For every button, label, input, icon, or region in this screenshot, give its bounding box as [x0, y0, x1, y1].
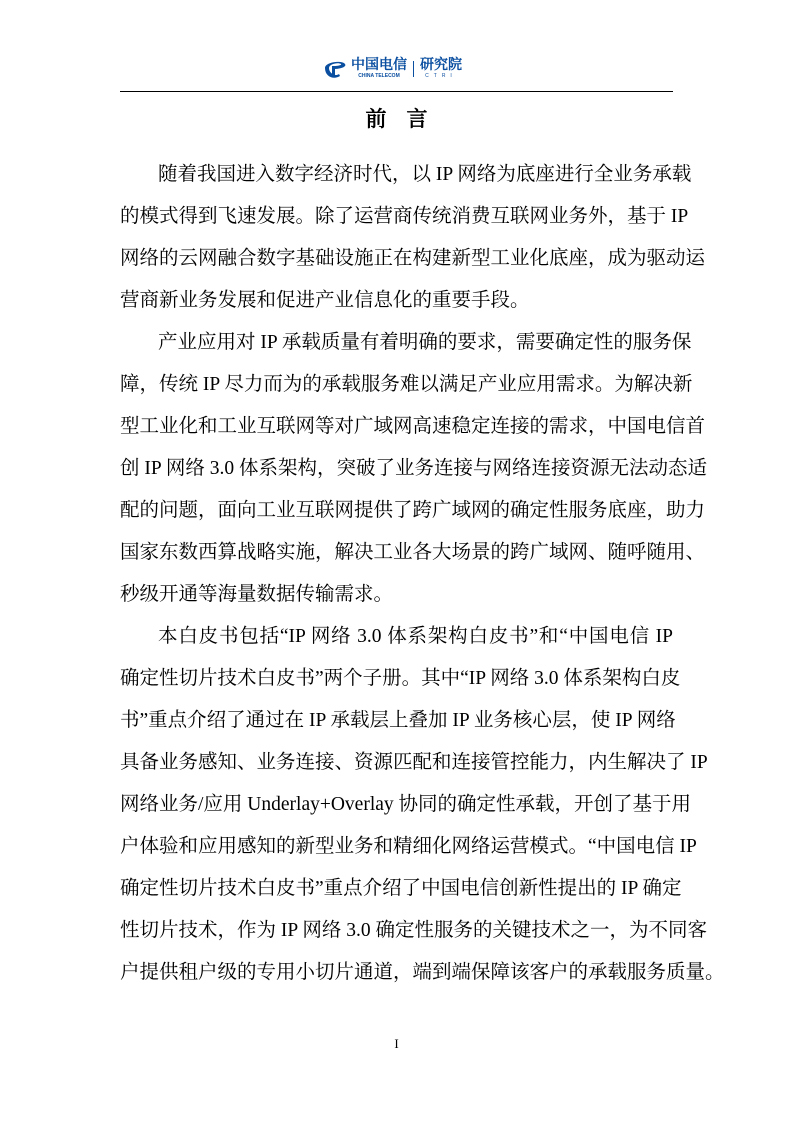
paragraph-line: 创 IP 网络 3.0 体系架构，突破了业务连接与网络连接资源无法动态适: [120, 458, 707, 479]
paragraph-line: 随着我国进入数字经济时代，以 IP 网络为底座进行全业务承载: [158, 164, 692, 185]
paragraph-line: 网络的云网融合数字基础设施正在构建新型工业化底座，成为驱动运: [120, 248, 706, 269]
institute-en-text: CTRI: [425, 73, 457, 79]
header-logo: [322, 58, 462, 79]
paragraph-line: 性切片技术，作为 IP 网络 3.0 确定性服务的关键技术之一，为不同客: [120, 920, 707, 941]
paragraph-line: 营商新业务发展和促进产业信息化的重要手段。: [120, 290, 530, 311]
paragraph-line: 国家东数西算战略实施，解决工业各大场景的跨广域网、随呼随用、: [120, 542, 706, 563]
paragraph-line: 网络业务/应用 Underlay+Overlay 协同的确定性承载，开创了基于用: [120, 794, 692, 815]
paragraph-line: 户提供租户级的专用小切片通道，端到端保障该客户的承载服务质量。: [120, 962, 725, 983]
logo-cn-text: 中国电信: [351, 57, 407, 73]
logo-brand: [351, 58, 407, 79]
paragraph-line: 配的问题，面向工业互联网提供了跨广域网的确定性服务底座，助力: [120, 500, 706, 521]
paragraph-line: 秒级开通等海量数据传输需求。: [120, 584, 394, 605]
paragraph-line: 型工业化和工业互联网等对广域网高速稳定连接的需求，中国电信首: [120, 416, 706, 437]
page-title: 前言: [365, 107, 448, 131]
logo-separator: [413, 61, 414, 77]
logo-en-text: CHINA TELECOM: [358, 73, 400, 79]
paragraph-line: 户体验和应用感知的新型业务和精细化网络运营模式。“中国电信 IP: [120, 836, 697, 857]
paragraph-line: 产业应用对 IP 承载质量有着明确的要求，需要确定性的服务保: [158, 332, 692, 353]
paragraph-line: 障，传统 IP 尽力而为的承载服务难以满足产业应用需求。为解决新: [120, 374, 693, 395]
paragraph-line: 具备业务感知、业务连接、资源匹配和连接管控能力，内生解决了 IP: [120, 752, 708, 773]
institute-cn-text: 研究院: [420, 57, 462, 73]
china-telecom-logo-icon: [322, 59, 348, 79]
paragraph-line: 确定性切片技术白皮书”两个子册。其中“IP 网络 3.0 体系架构白皮: [120, 668, 681, 689]
paragraph-line: 本白皮书包括“IP 网络 3.0 体系架构白皮书”和“中国电信 IP: [158, 626, 673, 647]
paragraph-line: 书”重点介绍了通过在 IP 承载层上叠加 IP 业务核心层，使 IP 网络: [120, 710, 676, 731]
paragraph-line: 的模式得到飞速发展。除了运营商传统消费互联网业务外，基于 IP: [120, 206, 689, 227]
page-number: I: [394, 1036, 399, 1051]
header-rule: [120, 91, 673, 92]
document-body: [120, 160, 725, 1000]
institute-label: [420, 58, 462, 79]
paragraph-line: 确定性切片技术白皮书”重点介绍了中国电信创新性提出的 IP 确定: [120, 878, 682, 899]
